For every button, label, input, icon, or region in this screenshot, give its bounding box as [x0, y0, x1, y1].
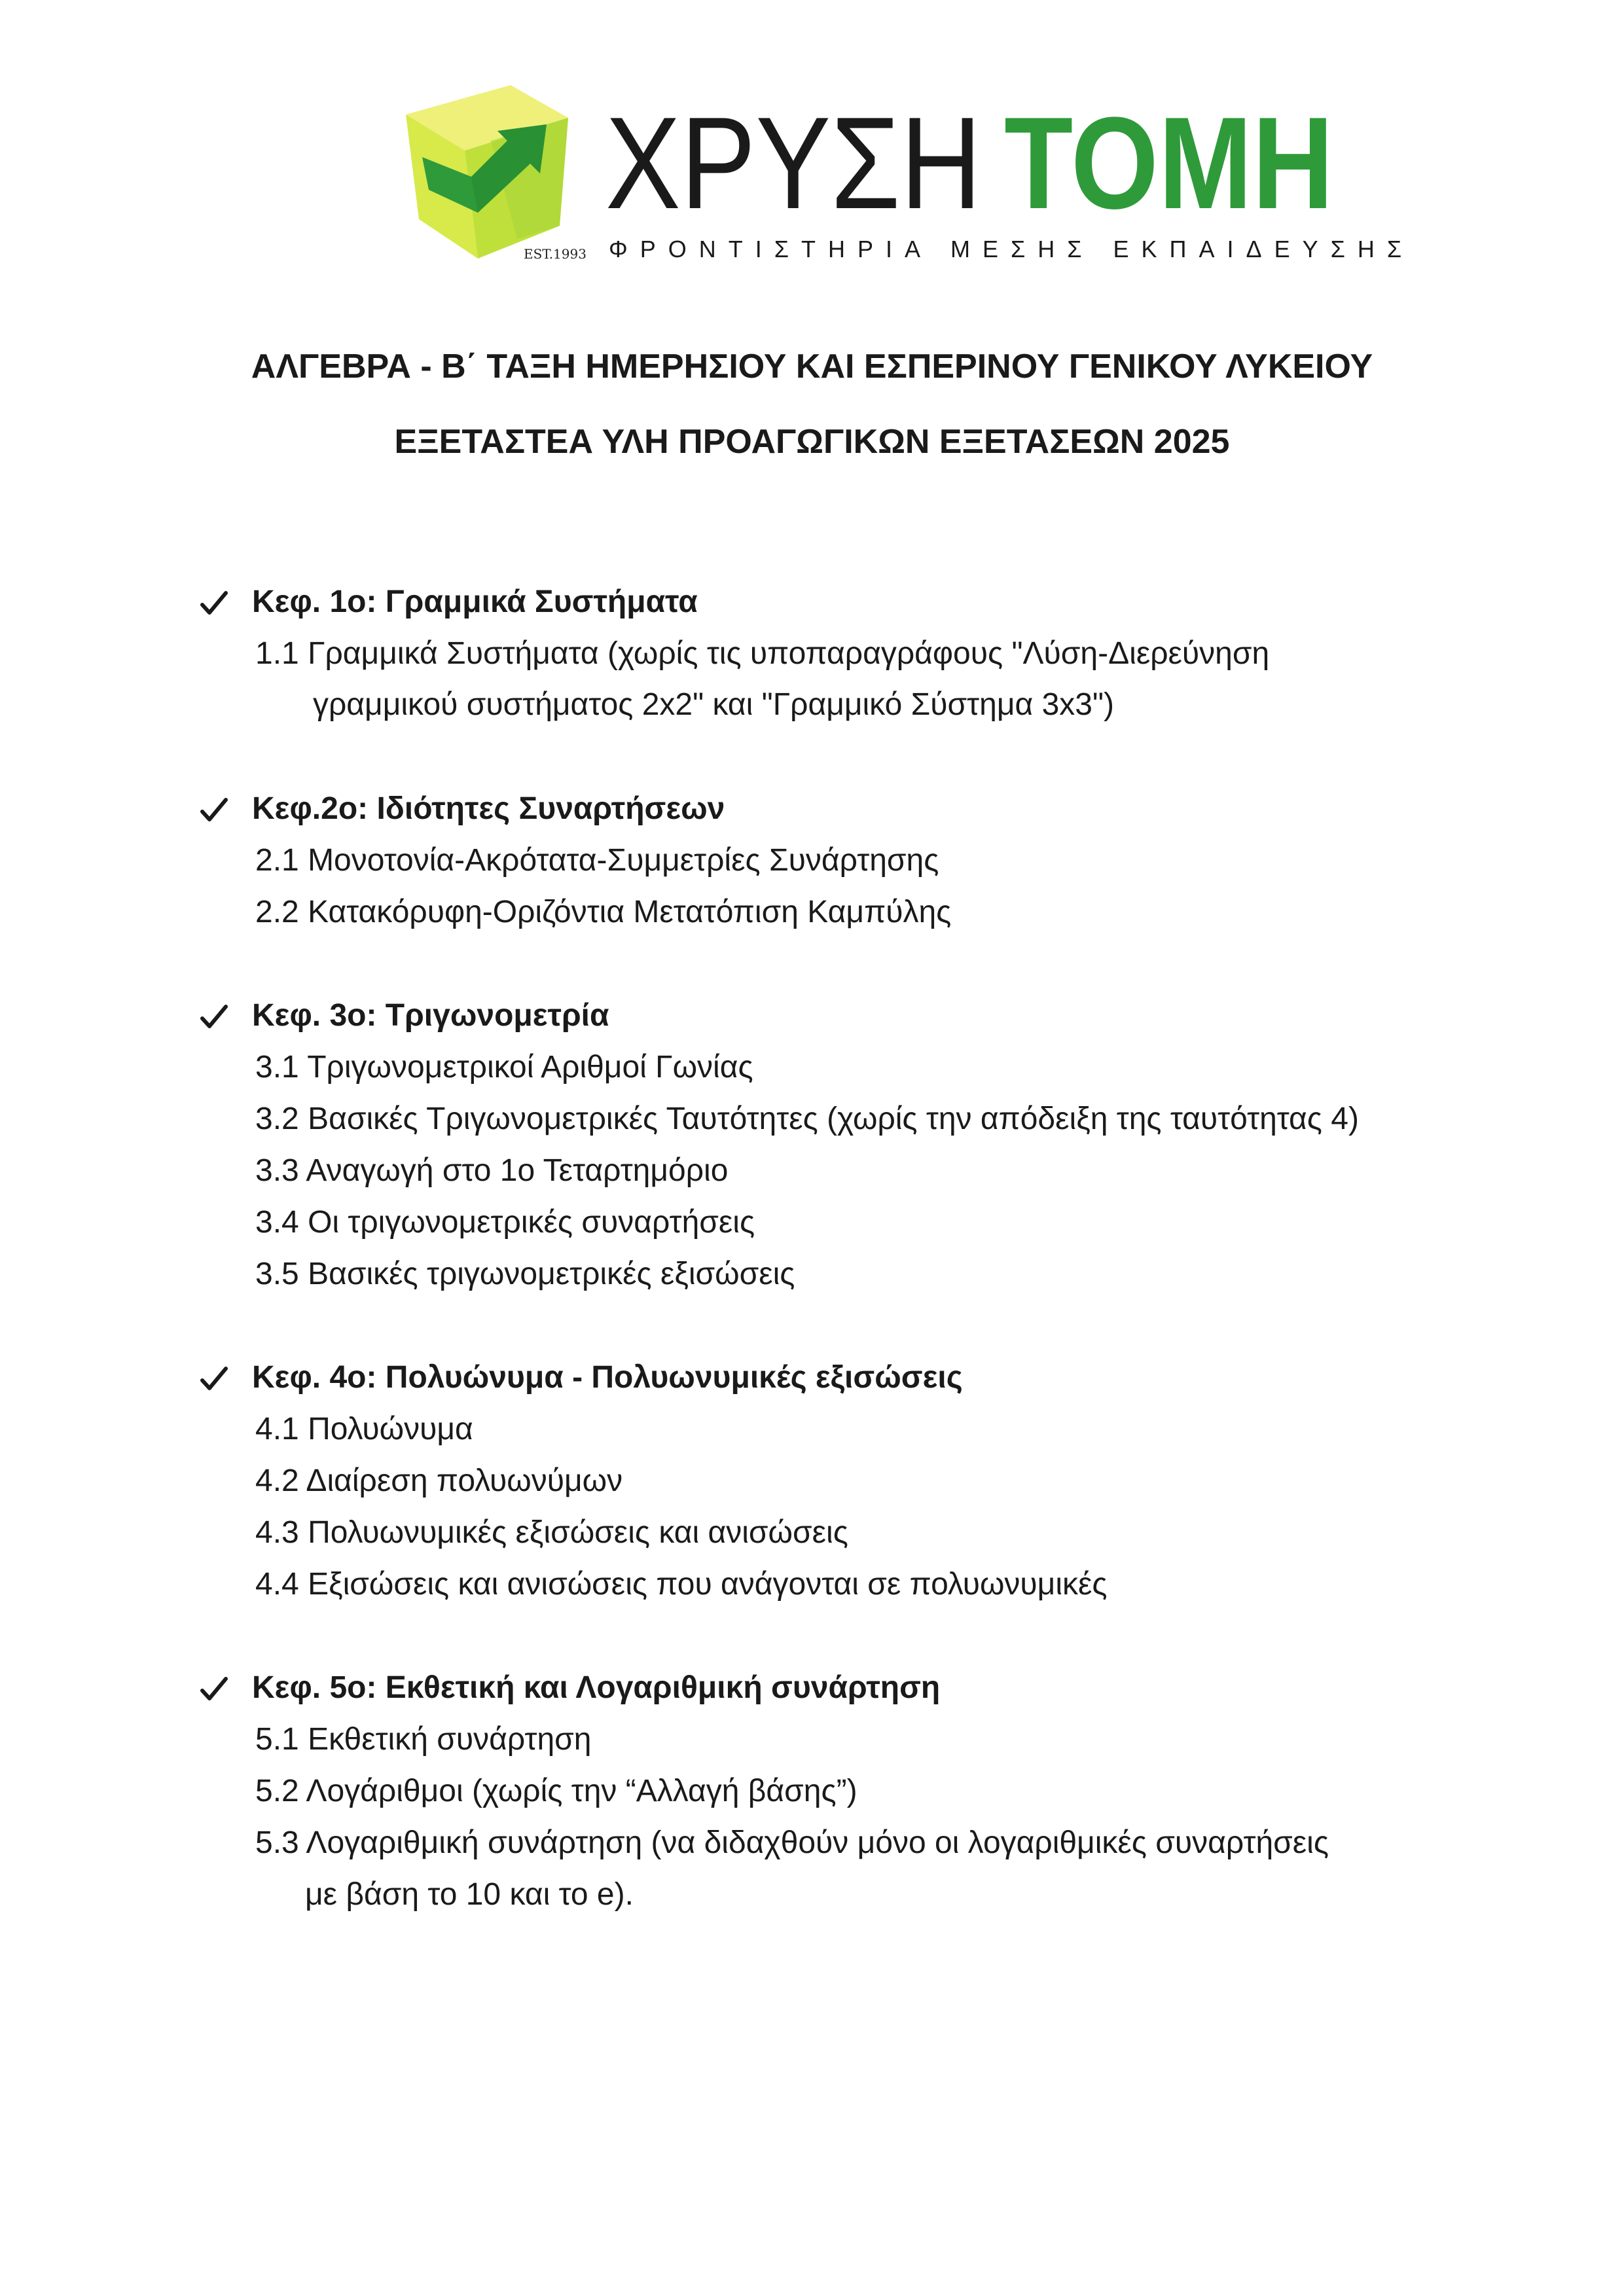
syllabus-item: 5.1 Εκθετική συνάρτηση — [255, 1722, 592, 1757]
syllabus-item: 3.5 Βασικές τριγωνομετρικές εξισώσεις — [255, 1257, 795, 1291]
chapter-title: Κεφ. 1ο: Γραμμικά Συστήματα — [252, 584, 698, 619]
syllabus-item: 4.4 Εξισώσεις και ανισώσεις που ανάγονται σε πολυωνυμικές — [255, 1567, 1108, 1602]
syllabus-item: 2.1 Μονοτονία-Ακρότατα-Συμμετρίες Συνάρτησης — [255, 843, 939, 878]
syllabus-item: 3.2 Βασικές Τριγωνομετρικές Ταυτότητες (χωρίς την απόδειξη της ταυτότητας 4) — [255, 1102, 1359, 1136]
syllabus-item: 3.4 Οι τριγωνομετρικές συναρτήσεις — [255, 1205, 755, 1240]
chapter-title: Κεφ. 4ο: Πολυώνυμα - Πολυωνυμικές εξισώσεις — [252, 1360, 963, 1395]
logo-tagline: ΦΡΟΝΤΙΣΤΗΡΙΑ ΜΕΣΗΣ ΕΚΠΑΙΔΕΥΣΗΣ — [609, 236, 1415, 262]
logo-established: EST.1993 — [524, 246, 586, 262]
checkmark-icon — [200, 1003, 228, 1031]
syllabus-item: 3.3 Αναγωγή στο 1ο Τεταρτημόριο — [255, 1153, 729, 1188]
syllabus-item-continuation: γραμμικού συστήματος 2x2" και "Γραμμικό Σύστημα 3x3") — [313, 687, 1114, 722]
chapter-title: Κεφ.2ο: Ιδιότητες Συναρτήσεων — [252, 791, 725, 826]
document-subtitle: ΕΞΕΤΑΣΤΕΑ ΥΛΗ ΠΡΟΑΓΩΓΙΚΩΝ ΕΞΕΤΑΣΕΩΝ 2025 — [394, 423, 1230, 461]
syllabus-item: 4.3 Πολυωνυμικές εξισώσεις και ανισώσεις — [255, 1515, 848, 1550]
checkmark-icon — [200, 1365, 228, 1393]
checkmark-icon — [200, 1675, 228, 1704]
chapter-title: Κεφ. 3ο: Τριγωνομετρία — [252, 998, 609, 1033]
document-title: ΑΛΓΕΒΡΑ - Β΄ ΤΑΞΗ ΗΜΕΡΗΣΙΟΥ ΚΑΙ ΕΣΠΕΡΙΝΟΥ ΓΕΝΙΚΟΥ ΛΥΚΕΙΟΥ — [251, 348, 1373, 386]
chapter-title: Κεφ. 5ο: Εκθετική και Λογαριθμική συνάρτηση — [252, 1670, 941, 1705]
syllabus-item: 4.1 Πολυώνυμα — [255, 1412, 473, 1446]
logo-name-part1: ΧΡΥΣΗ — [605, 90, 982, 236]
syllabus-item: 2.2 Κατακόρυφη-Οριζόντια Μετατόπιση Καμπύλης — [255, 895, 952, 929]
syllabus-item: 5.3 Λογαριθμική συνάρτηση (να διδαχθούν μόνο οι λογαριθμικές συναρτήσεις — [255, 1825, 1329, 1860]
syllabus-item-continuation: με βάση το 10 και το e). — [305, 1877, 634, 1912]
syllabus-item: 5.2 Λογάριθμοι (χωρίς την “Αλλαγή βάσης”) — [255, 1774, 857, 1808]
logo-name-part2: ΤΟΜΗ — [1004, 90, 1334, 236]
checkmark-icon — [200, 589, 228, 618]
checkmark-icon — [200, 796, 228, 825]
syllabus-item: 3.1 Τριγωνομετρικοί Αριθμοί Γωνίας — [255, 1050, 753, 1085]
syllabus-item: 4.2 Διαίρεση πολυωνύμων — [255, 1463, 623, 1498]
syllabus-item: 1.1 Γραμμικά Συστήματα (χωρίς τις υποπαραγράφους "Λύση-Διερεύνηση — [255, 636, 1270, 671]
